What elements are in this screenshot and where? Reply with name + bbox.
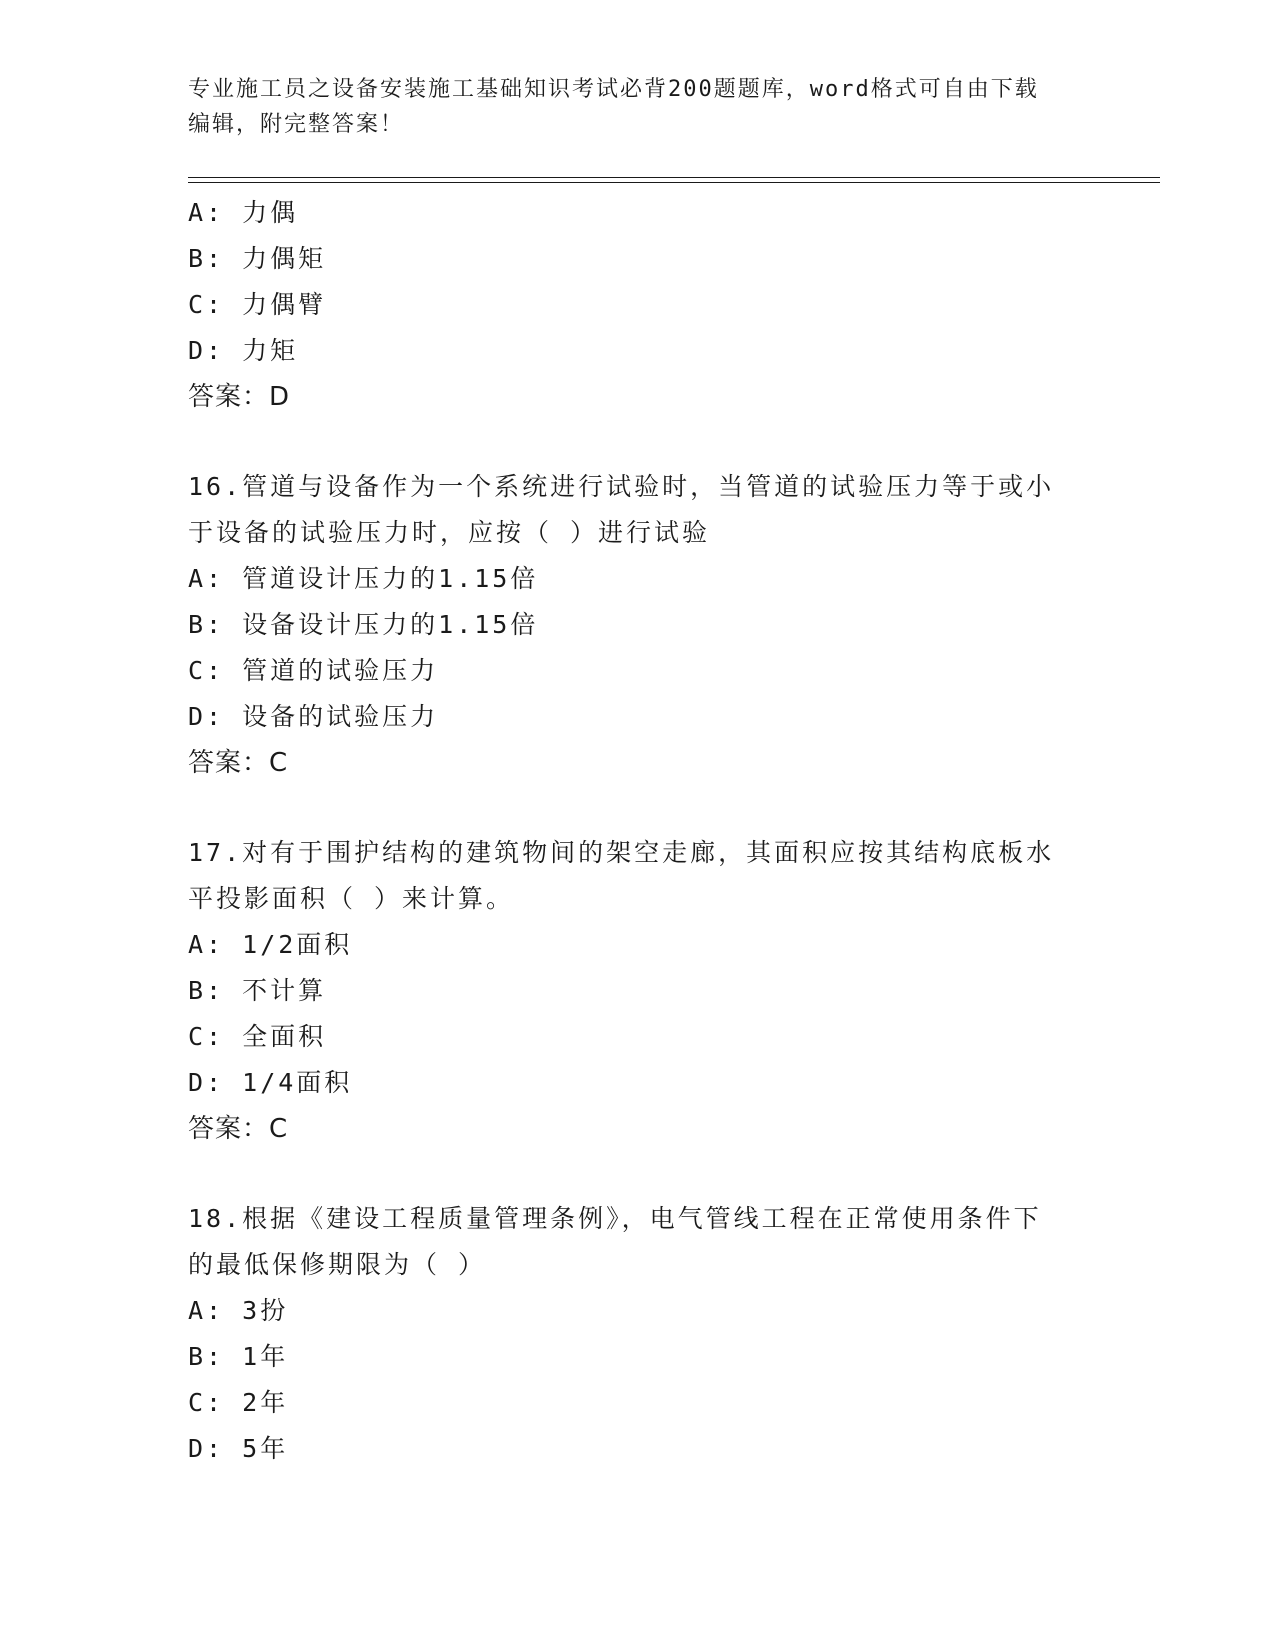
question-18	[188, 1196, 1088, 1472]
option-b: B: 不计算	[188, 976, 327, 1005]
question-stem-line: 17.对有于围护结构的建筑物间的架空走廊，其面积应按其结构底板水	[188, 838, 1055, 867]
question-stem-line: 18.根据《建设工程质量管理条例》，电气管线工程在正常使用条件下	[188, 1204, 1042, 1233]
option-b: B: 1年	[188, 1342, 289, 1371]
option-c: C: 2年	[188, 1388, 289, 1417]
option-a: A: 1/2面积	[188, 930, 353, 959]
header-divider-top	[188, 177, 1160, 178]
header-line-2: 编辑，附完整答案！	[188, 112, 405, 137]
question-stem-line: 的最低保修期限为（ ）	[188, 1250, 487, 1279]
option-a: A: 力偶	[188, 198, 299, 227]
option-c: C: 力偶臂	[188, 290, 327, 319]
question-stem-line: 于设备的试验压力时，应按（ ）进行试验	[188, 518, 711, 547]
option-a: A: 3扮	[188, 1296, 289, 1325]
answer-line: 答案：D	[188, 382, 291, 412]
option-b: B: 力偶矩	[188, 244, 327, 273]
answer-line: 答案：C	[188, 748, 289, 778]
option-d: D: 设备的试验压力	[188, 702, 439, 731]
option-d: D: 5年	[188, 1434, 289, 1463]
option-a: A: 管道设计压力的1.15倍	[188, 564, 539, 593]
question-16	[188, 464, 1088, 786]
question-list	[188, 190, 1088, 1472]
option-d: D: 1/4面积	[188, 1068, 353, 1097]
question-stem-line: 16.管道与设备作为一个系统进行试验时，当管道的试验压力等于或小	[188, 472, 1055, 501]
answer-line: 答案：C	[188, 1114, 289, 1144]
header-line-1: 专业施工员之设备安装施工基础知识考试必背200题题库，word格式可自由下载	[188, 77, 1039, 102]
header-divider-bottom	[188, 182, 1160, 183]
prev-question-block	[188, 190, 1088, 420]
option-c: C: 管道的试验压力	[188, 656, 439, 685]
option-d: D: 力矩	[188, 336, 299, 365]
option-c: C: 全面积	[188, 1022, 327, 1051]
question-17	[188, 830, 1088, 1152]
option-b: B: 设备设计压力的1.15倍	[188, 610, 539, 639]
question-stem-line: 平投影面积（ ）来计算。	[188, 884, 515, 913]
document-header	[188, 72, 1078, 142]
